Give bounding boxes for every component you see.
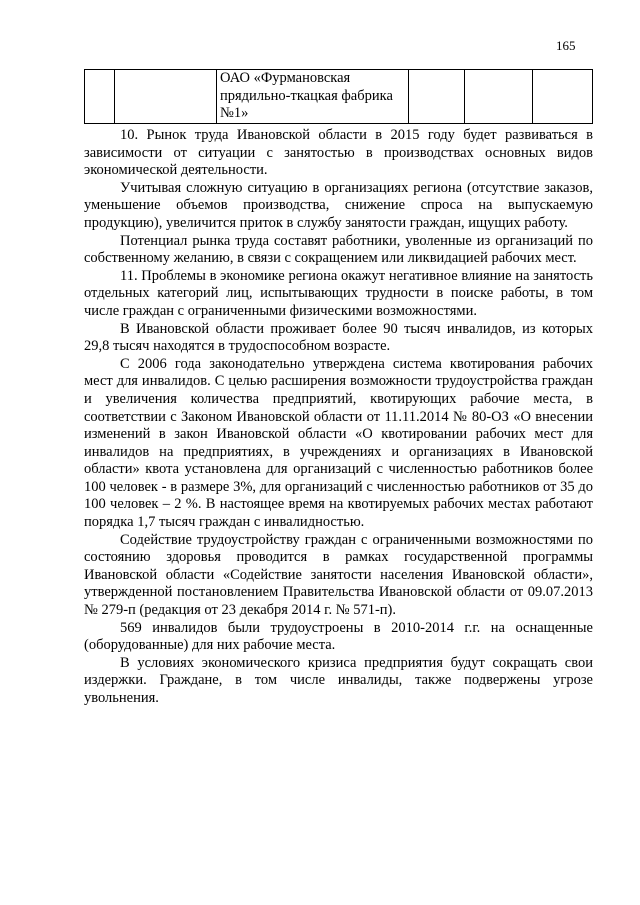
table-cell [533, 70, 593, 124]
page-number: 165 [556, 38, 576, 53]
table-row [85, 70, 593, 124]
paragraph-crisis-conditions: В условиях экономического кризиса предприятия будут сокращать свои издержки. Граждане, в том числе инвалиды, также подвержены угрозе увольнения. [84, 654, 593, 706]
paragraph-employed-disabled: 569 инвалидов были трудоустроены в 2010-2014 г.г. на оснащенные (оборудованные) для них рабочие места. [84, 619, 593, 654]
paragraph-11-economy-problems: 11. Проблемы в экономике региона окажут негативное влияние на занятость отдельных категорий лиц, испытывающих трудности в поиске работы, в том числе граждан с ограниченными физическими возможностями. [84, 267, 593, 319]
paragraph-employment-assistance: Содействие трудоустройству граждан с ограниченными возможностями по состоянию здоровья проводится в рамках государственной программы Ивановской области «Содействие занятости населения Ивановской области», утвержденной постановлением Правительства Ивановской области от 09.07.2013 № 279-п (редакция от 23 декабря 2014 г. № 571-п). [84, 531, 593, 619]
table-cell [409, 70, 465, 124]
body-text [84, 127, 593, 708]
paragraph-difficult-situation: Учитывая сложную ситуацию в организациях региона (отсутствие заказов, уменьшение объемов производства, снижение спроса на выпускаемую продукцию), увеличится приток в службу занятости граждан, ищущих работу. [84, 179, 593, 231]
table-cell [465, 70, 533, 124]
paragraph-labor-potential: Потенциал рынка труда составят работники, уволенные из организаций по собственному желанию, в связи с сокращением или ликвидацией рабочих мест. [84, 232, 593, 267]
table-cell-organization: ОАО «Фурмановская прядильно-ткацкая фабрика №1» [217, 70, 409, 124]
table-cell [85, 70, 115, 124]
paragraph-10-labor-market: 10. Рынок труда Ивановской области в 2015 году будет развиваться в зависимости от ситуации с занятостью в производствах основных видов экономической деятельности. [84, 127, 593, 179]
paragraph-quota-system: С 2006 года законодательно утверждена система квотирования рабочих мест для инвалидов. С целью расширения возможности трудоустройства граждан и увеличения количества предприятий, квотирующих рабочие места, в соответствии с Законом Ивановской области от 11.11.2014 № 80-ОЗ «О внесении изменений в закон Ивановской области «О квотировании рабочих мест для инвалидов на предприятиях, в учреждениях и организациях в Ивановской области» квота установлена для организаций с численностью работников более 100 человек - в размере 3%, для организаций с численностью работников от 35 до 100 человек – 2 %. В настоящее время на квотируемых рабочих местах работают порядка 1,7 тысяч граждан с инвалидностью. [84, 355, 593, 531]
paragraph-disabled-population: В Ивановской области проживает более 90 тысяч инвалидов, из которых 29,8 тысяч находятся в трудоспособном возрасте. [84, 320, 593, 355]
table-cell [115, 70, 217, 124]
table-fragment [84, 69, 593, 124]
